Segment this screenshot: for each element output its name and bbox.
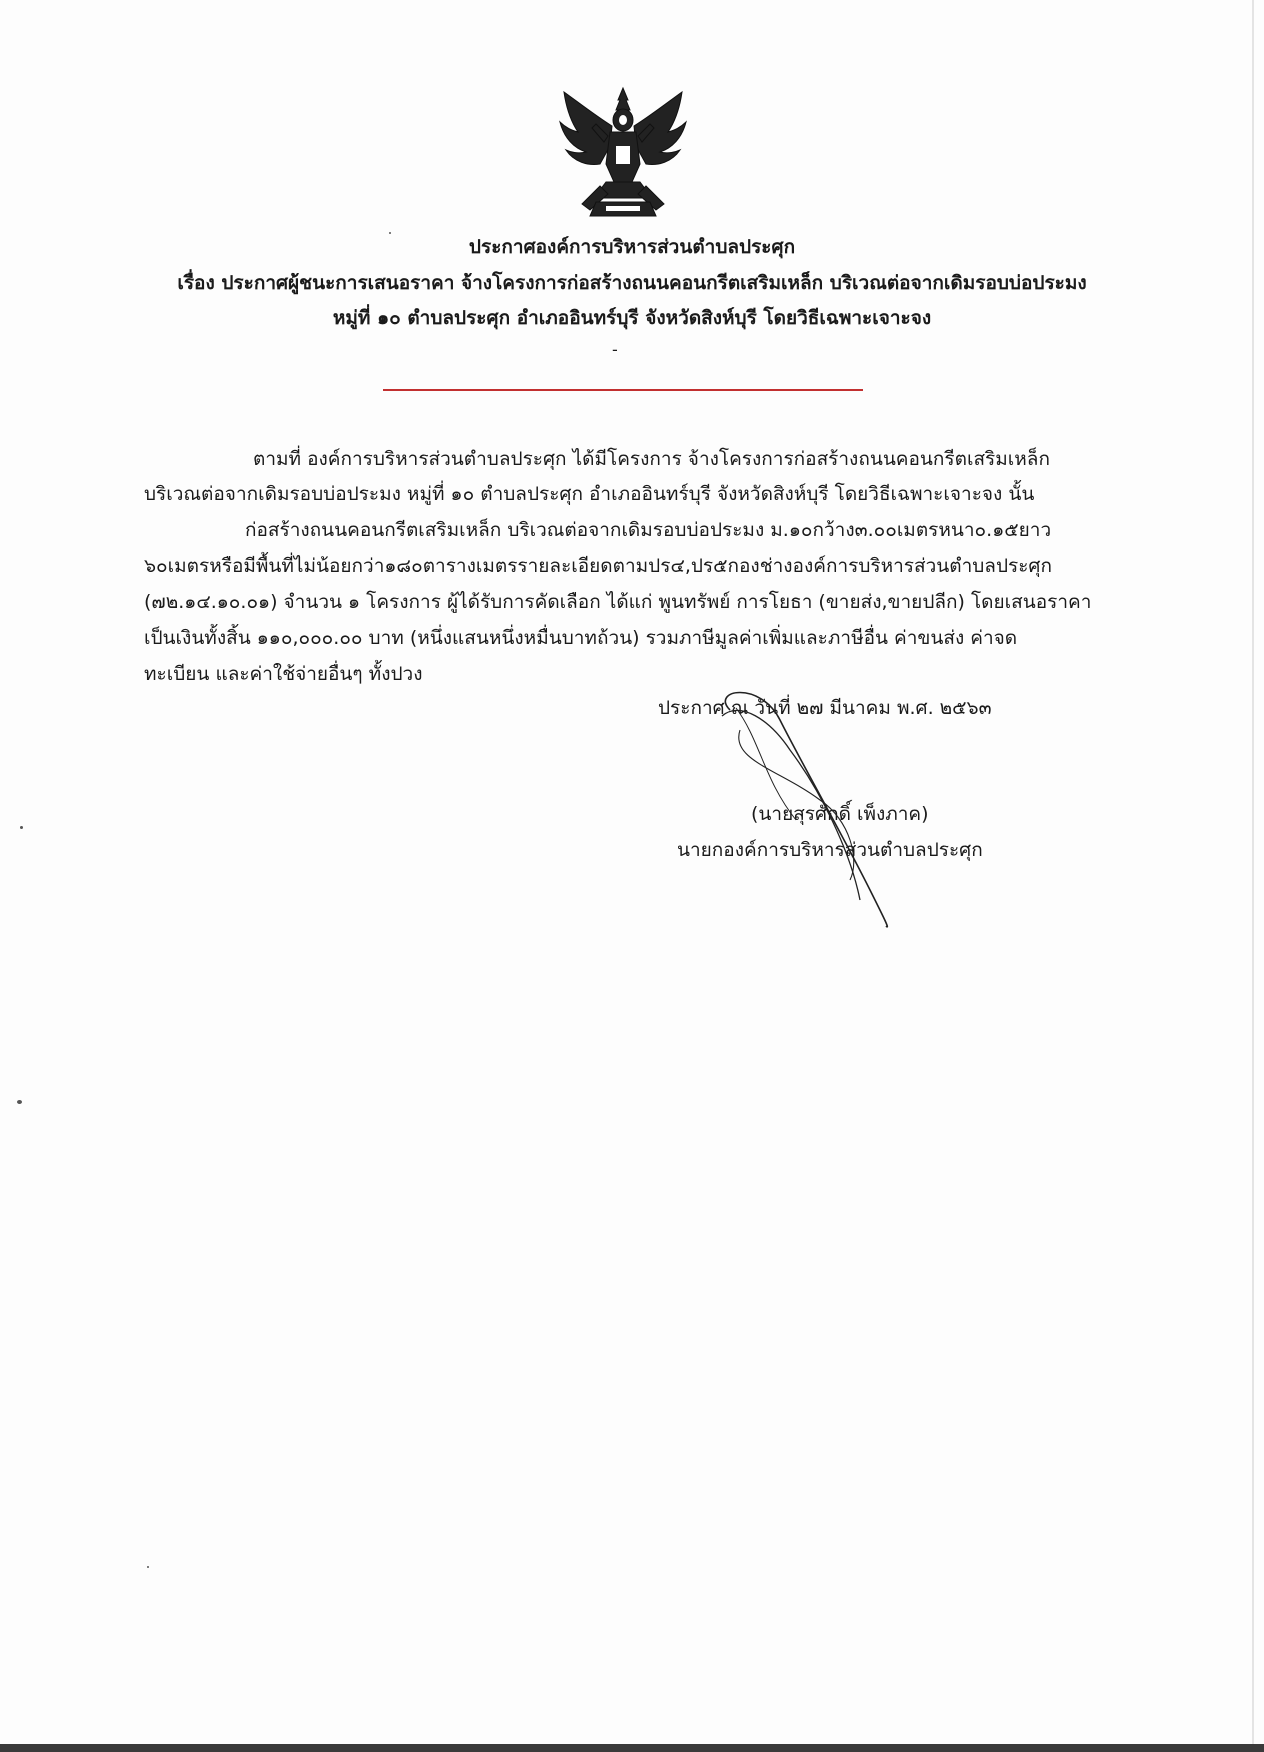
signer-name: (นายสุรศักดิ์ เพ็งภาค) [751,803,929,825]
scan-edge-bottom [0,1744,1264,1752]
signer-title: นายกองค์การบริหารส่วนตำบลประศุก [677,839,983,861]
subject-line-1: เรื่อง ประกาศผู้ชนะการเสนอราคา จ้างโครงการก่อสร้างถนนคอนกรีตเสริมเหล็ก บริเวณต่อจากเดิมรอบบ่อประมง [177,272,1087,294]
scan-speck [20,826,23,829]
body-line-4: ๖๐เมตรหรือมีพื้นที่ไม่น้อยกว่า๑๘๐ตารางเมตรรายละเอียดตามปร๔,ปร๕กองช่างองค์การบริหารส่วนตำบลประศุก [144,555,1052,577]
body-line-3: ก่อสร้างถนนคอนกรีตเสริมเหล็ก บริเวณต่อจากเดิมรอบบ่อประมง ม.๑๐กว้าง๓.๐๐เมตรหนา๐.๑๕ยาว [245,519,1052,541]
header-divider [383,389,863,391]
announcement-title: ประกาศองค์การบริหารส่วนตำบลประศุก [468,236,796,258]
scan-speck [17,1100,22,1104]
scan-edge-right [1252,0,1254,1752]
garuda-emblem-icon [556,86,691,218]
body-line-6: เป็นเงินทั้งสิ้น ๑๑๐,๐๐๐.๐๐ บาท (หนึ่งแสนหนึ่งหมื่นบาทถ้วน) รวมภาษีมูลค่าเพิ่มและภาษีอื่น ค่าขนส่ง ค่าจด [144,627,1018,649]
body-line-1: ตามที่ องค์การบริหารส่วนตำบลประศุก ได้มีโครงการ จ้างโครงการก่อสร้างถนนคอนกรีตเสริมเหล็ก [253,448,1050,470]
announcement-date: ประกาศ ณ วันที่ ๒๗ มีนาคม พ.ศ. ๒๕๖๓ [658,697,992,719]
body-line-5: (๗๒.๑๔.๑๐.๐๑) จำนวน ๑ โครงการ ผู้ได้รับการคัดเลือก ได้แก่ พูนทรัพย์ การโยธา (ขายส่ง,ขายปลีก) โดยเสนอราคา [144,591,1092,613]
subject-line-2: หมู่ที่ ๑๐ ตำบลประศุก อำเภออินทร์บุรี จังหวัดสิงห์บุรี โดยวิธีเฉพาะเจาะจง [332,307,932,329]
scan-speck [147,1566,149,1568]
body-line-7: ทะเบียน และค่าใช้จ่ายอื่นๆ ทั้งปวง [144,663,423,685]
body-line-2: บริเวณต่อจากเดิมรอบบ่อประมง หมู่ที่ ๑๐ ตำบลประศุก อำเภออินทร์บุรี จังหวัดสิงห์บุรี โดยวิธีเฉพาะเจาะจง นั้น [144,483,1035,505]
scan-speck [389,232,391,234]
heading-dash: - [612,340,618,359]
